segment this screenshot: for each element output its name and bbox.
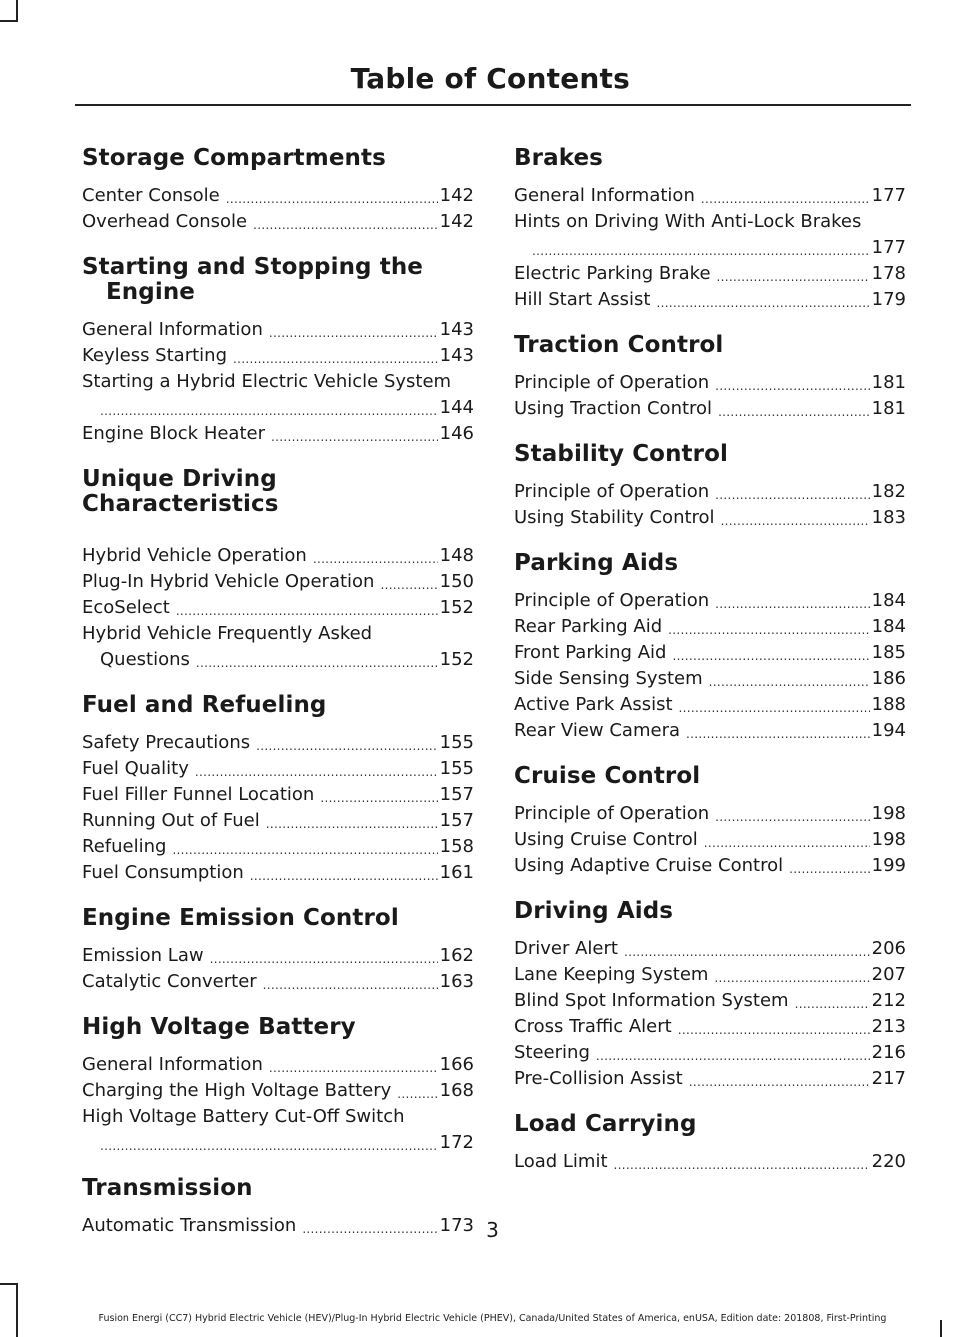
entry-page: 183: [871, 507, 906, 528]
leader-dots: [714, 968, 869, 988]
toc-entry[interactable]: [82, 343, 474, 369]
toc-entry-line2[interactable]: [82, 647, 474, 673]
toc-entry[interactable]: [82, 1104, 474, 1156]
entry-page: 162: [439, 945, 474, 966]
entry-page: 143: [439, 345, 474, 366]
entry-page: 199: [871, 855, 906, 876]
toc-entry[interactable]: [514, 936, 906, 962]
entry-text: General Information: [82, 1054, 263, 1075]
toc-entry-line1[interactable]: [82, 621, 474, 647]
toc-entry[interactable]: [82, 730, 474, 756]
entry-text: Running Out of Fuel: [82, 810, 260, 831]
toc-entry[interactable]: [514, 1066, 906, 1092]
toc-entry[interactable]: [82, 860, 474, 886]
document-footer: Fusion Energi (CC7) Hybrid Electric Vehicle (HEV)/Plug-In Hybrid Electric Vehicle (PHEV), Canada/United States of America, enUSA, Edition date: 201808, First-Printing: [98, 1313, 887, 1324]
toc-entry[interactable]: [514, 718, 906, 744]
leader-dots: [256, 736, 438, 756]
crop-mark-top-left-h: [0, 20, 18, 22]
entry-text: Safety Precautions: [82, 732, 251, 753]
leader-dots: [718, 402, 870, 422]
leader-dots: [269, 1058, 438, 1078]
section-title: Traction Control: [514, 332, 724, 358]
entry-page: 157: [439, 784, 474, 805]
toc-section-driving-aids: [514, 899, 906, 1092]
entry-text: Hints on Driving With Anti-Lock Brakes: [514, 211, 862, 232]
toc-entry[interactable]: [514, 505, 906, 531]
leader-dots: [789, 859, 870, 879]
entry-page: 150: [439, 571, 474, 592]
leader-dots: [253, 215, 438, 235]
entry-text: Automatic Transmission: [82, 1215, 297, 1236]
entry-page: 155: [439, 758, 474, 779]
entry-text: High Voltage Battery Cut-Off Switch: [82, 1106, 405, 1127]
leader-dots: [269, 323, 438, 343]
entry-page: 152: [439, 649, 474, 670]
toc-section-high-voltage-battery: [82, 1015, 474, 1156]
leader-dots: [195, 762, 438, 782]
entry-text: Principle of Operation: [514, 481, 710, 502]
toc-entry[interactable]: [514, 801, 906, 827]
section-title: Starting and Stopping the Engine: [82, 254, 423, 305]
entry-text: Hill Start Assist: [514, 289, 651, 310]
toc-entry[interactable]: [514, 588, 906, 614]
entry-text: Fuel Quality: [82, 758, 189, 779]
toc-entry[interactable]: [82, 209, 474, 235]
toc-section-brakes: [514, 146, 906, 313]
leader-dots: [721, 511, 870, 531]
entry-text: Side Sensing System: [514, 668, 703, 689]
entry-text: Plug-In Hybrid Vehicle Operation: [82, 571, 375, 592]
entry-text: Principle of Operation: [514, 372, 710, 393]
entry-text-continued: Questions: [100, 649, 190, 670]
toc-entry[interactable]: [514, 183, 906, 209]
leader-dots: [226, 189, 438, 209]
leader-dots: [717, 267, 870, 287]
toc-entry[interactable]: [82, 369, 474, 421]
toc-column-right: [514, 146, 906, 1195]
leader-dots: [596, 1046, 870, 1066]
toc-entry[interactable]: [82, 1052, 474, 1078]
leader-dots: [715, 485, 870, 505]
leader-dots: [689, 1072, 870, 1092]
toc-section-cruise-control: [514, 764, 906, 879]
entry-text: Fuel Consumption: [82, 862, 244, 883]
entry-text: Load Limit: [514, 1151, 608, 1172]
toc-entry[interactable]: [514, 988, 906, 1014]
toc-section-fuel-refueling: [82, 693, 474, 886]
crop-mark-bottom-left-h: [0, 1283, 18, 1285]
leader-dots: [715, 376, 870, 396]
section-title: Transmission: [82, 1175, 253, 1201]
toc-section-unique-driving: [82, 467, 474, 673]
section-title: High Voltage Battery: [82, 1014, 356, 1040]
leader-dots: [210, 949, 438, 969]
toc-entry[interactable]: [514, 370, 906, 396]
entry-page: 173: [439, 1215, 474, 1236]
toc-entry[interactable]: [82, 782, 474, 808]
entry-text: Using Adaptive Cruise Control: [514, 855, 784, 876]
section-title: Cruise Control: [514, 763, 701, 789]
toc-entry[interactable]: [82, 834, 474, 860]
leader-dots: [701, 189, 870, 209]
entry-text: Cross Traffic Alert: [514, 1016, 672, 1037]
leader-dots: [380, 575, 437, 595]
entry-text: Hybrid Vehicle Frequently Asked: [82, 623, 373, 644]
crop-mark-bottom-left: [16, 1283, 18, 1337]
entry-text: Using Traction Control: [514, 398, 713, 419]
entry-page: 188: [871, 694, 906, 715]
section-title: Brakes: [514, 145, 603, 171]
toc-section-storage-compartments: [82, 146, 474, 235]
leader-dots: [250, 866, 438, 886]
leader-dots: [715, 594, 870, 614]
section-title: Parking Aids: [514, 550, 679, 576]
leader-dots: [709, 672, 870, 692]
toc-entry[interactable]: [82, 569, 474, 595]
leader-dots: [795, 994, 870, 1014]
entry-page: 143: [439, 319, 474, 340]
entry-text: Front Parking Aid: [514, 642, 667, 663]
toc-section-starting-stopping: [82, 255, 474, 447]
toc-entry[interactable]: [82, 595, 474, 621]
header-rule: [75, 104, 911, 106]
leader-dots: [397, 1084, 437, 1104]
entry-text: Blind Spot Information System: [514, 990, 789, 1011]
toc-entry[interactable]: [514, 1040, 906, 1066]
entry-text: Electric Parking Brake: [514, 263, 711, 284]
leader-dots: [196, 653, 438, 673]
entry-text: Rear View Camera: [514, 720, 680, 741]
leader-dots: [100, 401, 438, 421]
leader-dots: [532, 241, 870, 261]
entry-page: 148: [439, 545, 474, 566]
section-title: Unique Driving Characteristics: [82, 466, 279, 517]
toc-entry[interactable]: [514, 209, 906, 261]
entry-text: Emission Law: [82, 945, 204, 966]
leader-dots: [624, 942, 870, 962]
entry-page: 168: [439, 1080, 474, 1101]
entry-page: 144: [439, 397, 474, 418]
entry-text: General Information: [514, 185, 695, 206]
entry-page: 177: [871, 185, 906, 206]
leader-dots: [313, 549, 438, 569]
toc-section-stability-control: [514, 442, 906, 531]
entry-page: 220: [871, 1151, 906, 1172]
entry-page: 198: [871, 829, 906, 850]
entry-page: 184: [871, 616, 906, 637]
leader-dots: [678, 1020, 870, 1040]
entry-page: 163: [439, 971, 474, 992]
toc-entry[interactable]: [514, 1014, 906, 1040]
toc-section-load-carrying: [514, 1112, 906, 1175]
entry-page: 194: [871, 720, 906, 741]
entry-text: Engine Block Heater: [82, 423, 265, 444]
entry-text: Pre-Collision Assist: [514, 1068, 683, 1089]
toc-section-parking-aids: [514, 551, 906, 744]
leader-dots: [233, 349, 438, 369]
leader-dots: [320, 788, 437, 808]
entry-text: Rear Parking Aid: [514, 616, 663, 637]
toc-entry[interactable]: [514, 261, 906, 287]
toc-entry[interactable]: [514, 692, 906, 718]
leader-dots: [704, 833, 870, 853]
toc-entry[interactable]: [82, 317, 474, 343]
toc-entry[interactable]: [514, 827, 906, 853]
toc-entry[interactable]: [82, 808, 474, 834]
toc-entry[interactable]: [514, 853, 906, 879]
entry-page: 179: [871, 289, 906, 310]
entry-page: 181: [871, 398, 906, 419]
entry-page: 161: [439, 862, 474, 883]
entry-text: EcoSelect: [82, 597, 170, 618]
entry-page: 216: [871, 1042, 906, 1063]
entry-page: 213: [871, 1016, 906, 1037]
toc-entry[interactable]: [82, 183, 474, 209]
entry-text: Hybrid Vehicle Operation: [82, 545, 307, 566]
entry-page: 217: [871, 1068, 906, 1089]
leader-dots: [100, 1136, 438, 1156]
entry-page: 185: [871, 642, 906, 663]
entry-text: Catalytic Converter: [82, 971, 257, 992]
entry-text: Active Park Assist: [514, 694, 673, 715]
toc-entry[interactable]: [82, 943, 474, 969]
entry-page: 181: [871, 372, 906, 393]
leader-dots: [686, 724, 870, 744]
toc-entry[interactable]: [514, 640, 906, 666]
entry-text: Lane Keeping System: [514, 964, 709, 985]
entry-text: Driver Alert: [514, 938, 618, 959]
leader-dots: [266, 814, 438, 834]
entry-text: Keyless Starting: [82, 345, 227, 366]
entry-text: Steering: [514, 1042, 590, 1063]
entry-page: 172: [439, 1132, 474, 1153]
toc-entry[interactable]: [82, 756, 474, 782]
toc-entry[interactable]: [82, 543, 474, 569]
crop-mark-top-left: [16, 0, 18, 22]
section-title: Driving Aids: [514, 898, 674, 924]
entry-page: 178: [871, 263, 906, 284]
entry-text: Principle of Operation: [514, 803, 710, 824]
entry-page: 158: [439, 836, 474, 857]
entry-page: 142: [439, 185, 474, 206]
entry-page: 206: [871, 938, 906, 959]
toc-entry[interactable]: [514, 962, 906, 988]
entry-page: 207: [871, 964, 906, 985]
leader-dots: [614, 1155, 870, 1175]
toc-entry[interactable]: [514, 1149, 906, 1175]
entry-page: 177: [871, 237, 906, 258]
toc-entry[interactable]: [514, 666, 906, 692]
entry-text: Charging the High Voltage Battery: [82, 1080, 392, 1101]
toc-entry[interactable]: [514, 614, 906, 640]
entry-page: 152: [439, 597, 474, 618]
entry-text: Center Console: [82, 185, 220, 206]
toc-entry[interactable]: [82, 421, 474, 447]
entry-page: 155: [439, 732, 474, 753]
page-number: 3: [486, 1218, 499, 1242]
leader-dots: [172, 840, 437, 860]
entry-page: 182: [871, 481, 906, 502]
leader-dots: [271, 427, 438, 447]
toc-entry[interactable]: [514, 287, 906, 313]
page-header-title: Table of Contents: [350, 62, 630, 95]
toc-section-traction-control: [514, 333, 906, 422]
entry-page: 142: [439, 211, 474, 232]
toc-entry[interactable]: [514, 396, 906, 422]
entry-text: Using Cruise Control: [514, 829, 698, 850]
section-title: Stability Control: [514, 441, 728, 467]
entry-page: 184: [871, 590, 906, 611]
toc-entry[interactable]: [82, 1078, 474, 1104]
leader-dots: [656, 293, 869, 313]
section-title: Storage Compartments: [82, 145, 386, 171]
entry-text: Fuel Filler Funnel Location: [82, 784, 315, 805]
leader-dots: [672, 646, 869, 666]
leader-dots: [679, 698, 870, 718]
entry-text: Starting a Hybrid Electric Vehicle System: [82, 371, 452, 392]
entry-page: 166: [439, 1054, 474, 1075]
entry-page: 186: [871, 668, 906, 689]
toc-entry[interactable]: [514, 479, 906, 505]
entry-text: General Information: [82, 319, 263, 340]
entry-text: Using Stability Control: [514, 507, 715, 528]
entry-page: 157: [439, 810, 474, 831]
entry-page: 146: [439, 423, 474, 444]
section-title: Engine Emission Control: [82, 905, 399, 931]
entry-text: Principle of Operation: [514, 590, 710, 611]
entry-text: Refueling: [82, 836, 167, 857]
entry-text: Overhead Console: [82, 211, 248, 232]
entry-page: 198: [871, 803, 906, 824]
leader-dots: [668, 620, 870, 640]
section-title: Load Carrying: [514, 1111, 697, 1137]
toc-section-engine-emission: [82, 906, 474, 995]
leader-dots: [263, 975, 438, 995]
leader-dots: [176, 601, 438, 621]
toc-column-left: [82, 146, 474, 1259]
toc-entry[interactable]: [82, 969, 474, 995]
leader-dots: [715, 807, 870, 827]
entry-page: 212: [871, 990, 906, 1011]
section-title: Fuel and Refueling: [82, 692, 327, 718]
